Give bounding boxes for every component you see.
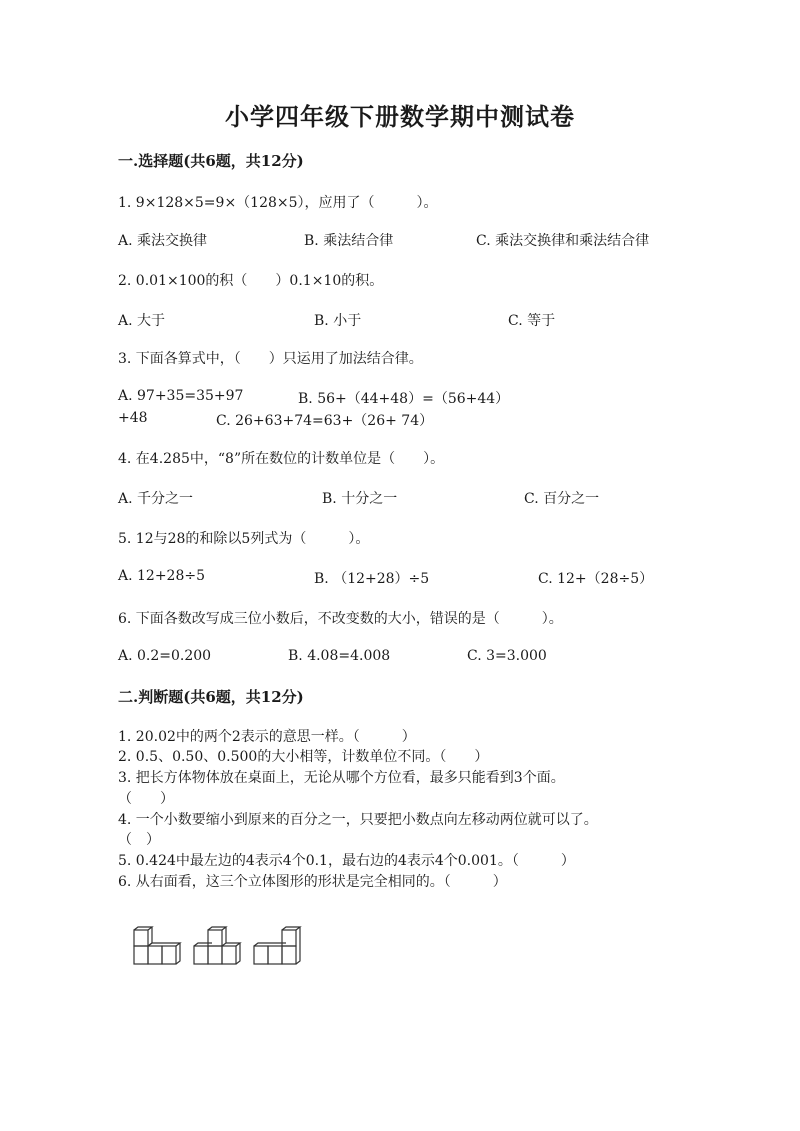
section-heading-choice: 一.选择题(共6题，共12分) bbox=[118, 152, 304, 170]
question-1-option-b: B. 乘法结合律 bbox=[304, 233, 394, 249]
question-4-option-b: B. 十分之一 bbox=[322, 491, 398, 507]
question-1-option-a: A. 乘法交换律 bbox=[118, 233, 208, 249]
question-2-option-a: A. 大于 bbox=[118, 313, 166, 329]
judgement-line-3-paren: （ ） bbox=[118, 791, 174, 807]
question-2-option-b: B. 小于 bbox=[314, 313, 362, 329]
question-2-option-c: C. 等于 bbox=[508, 313, 556, 329]
question-3-option-a: A. 97+35=35+97 bbox=[118, 388, 244, 404]
question-5-stem: 5. 12与28的和除以5列式为（ ）。 bbox=[118, 531, 370, 547]
cube-figure-1 bbox=[134, 927, 180, 964]
question-6-option-a: A. 0.2=0.200 bbox=[118, 648, 212, 664]
question-5-option-b: B. （12+28）÷5 bbox=[314, 571, 430, 587]
question-6-option-b: B. 4.08=4.008 bbox=[288, 648, 391, 664]
question-4-option-c: C. 百分之一 bbox=[524, 491, 600, 507]
judgement-line-4-paren: （ ） bbox=[118, 832, 160, 848]
question-5-option-c: C. 12+（28÷5） bbox=[538, 571, 654, 587]
judgement-line-2: 2. 0.5、0.50、0.500的大小相等，计数单位不同。（ ） bbox=[118, 749, 489, 765]
question-2-stem: 2. 0.01×100的积（ ）0.1×10的积。 bbox=[118, 273, 384, 289]
judgement-line-5: 5. 0.424中最左边的4表示4个0.1，最右边的4表示4个0.001。（ ） bbox=[118, 853, 575, 869]
question-3-stem: 3. 下面各算式中，（ ）只运用了加法结合律。 bbox=[118, 351, 423, 367]
question-4-option-a: A. 千分之一 bbox=[118, 491, 194, 507]
cube-figure-3 bbox=[254, 927, 300, 964]
question-6-stem: 6. 下面各数改写成三位小数后，不改变数的大小，错误的是（ ）。 bbox=[118, 611, 563, 627]
question-1-option-c: C. 乘法交换律和乘法结合律 bbox=[476, 233, 650, 249]
judgement-line-1: 1. 20.02中的两个2表示的意思一样。（ ） bbox=[118, 729, 416, 745]
question-6-option-c: C. 3=3.000 bbox=[467, 648, 547, 664]
question-3-option-c: C. 26+63+74=63+（26+ 74） bbox=[216, 413, 434, 429]
cube-figures-illustration bbox=[130, 926, 310, 972]
question-3-option-b-continued: +48 bbox=[118, 410, 148, 426]
judgement-line-6: 6. 从右面看，这三个立体图形的形状是完全相同的。（ ） bbox=[118, 874, 507, 890]
question-3-option-b: B. 56+（44+48）=（56+44） bbox=[298, 391, 510, 407]
question-1-stem: 1. 9×128×5=9×（128×5），应用了（ ）。 bbox=[118, 195, 438, 211]
judgement-line-4: 4. 一个小数要缩小到原来的百分之一，只要把小数点向左移动两位就可以了。 bbox=[118, 812, 598, 828]
question-5-option-a: A. 12+28÷5 bbox=[118, 568, 206, 584]
section-heading-judgement: 二.判断题(共6题，共12分) bbox=[118, 688, 304, 706]
page-title: 小学四年级下册数学期中测试卷 bbox=[225, 102, 575, 131]
judgement-line-3: 3. 把长方体物体放在桌面上，无论从哪个方位看，最多只能看到3个面。 bbox=[118, 770, 565, 786]
cube-figure-2 bbox=[194, 927, 240, 964]
question-4-stem: 4. 在4.285中，“8”所在数位的计数单位是（ ）。 bbox=[118, 451, 445, 467]
